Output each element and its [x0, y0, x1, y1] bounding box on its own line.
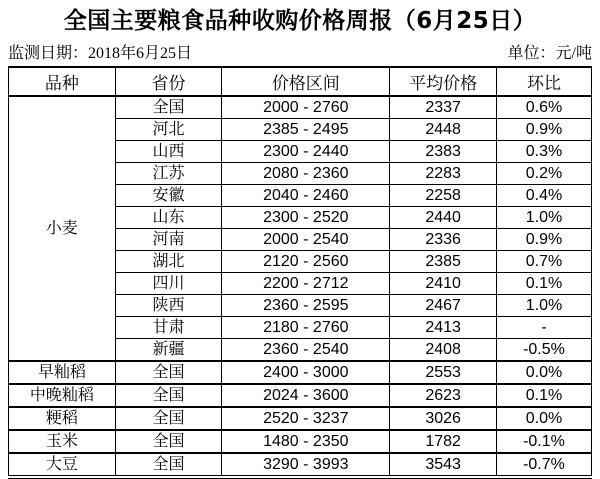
province-cell: 河北 [115, 119, 222, 141]
table-row [9, 384, 592, 407]
avg-price-cell: 2553 [390, 361, 497, 384]
change-cell: 0.0% [496, 407, 591, 430]
change-cell: 1.0% [496, 207, 591, 229]
change-cell: 1.0% [496, 295, 591, 317]
unit-label: 单位：元/吨 [507, 45, 592, 62]
avg-price-cell: 1782 [390, 430, 497, 453]
price-range-cell: 2180 - 2760 [222, 317, 390, 339]
avg-price-cell: 2258 [390, 185, 497, 207]
avg-price-cell: 2413 [390, 317, 497, 339]
province-cell: 陕西 [115, 295, 222, 317]
avg-price-cell: 2410 [390, 273, 497, 295]
change-cell: - [496, 317, 591, 339]
avg-price-cell: 2467 [390, 295, 497, 317]
avg-price-cell: 2283 [390, 163, 497, 185]
province-cell: 全国 [115, 96, 222, 119]
change-cell: 0.9% [496, 229, 591, 251]
col-header-avg-price: 平均价格 [390, 67, 497, 96]
change-cell: 0.3% [496, 141, 591, 163]
price-range-cell: 2300 - 2520 [222, 207, 390, 229]
avg-price-cell: 2336 [390, 229, 497, 251]
province-cell: 江苏 [115, 163, 222, 185]
province-cell: 山西 [115, 141, 222, 163]
province-cell: 全国 [115, 407, 222, 430]
price-range-cell: 2385 - 2495 [222, 119, 390, 141]
meta-row [8, 44, 592, 66]
change-cell: 0.1% [496, 384, 591, 407]
table-row [9, 96, 592, 119]
province-cell: 山东 [115, 207, 222, 229]
price-range-cell: 2080 - 2360 [222, 163, 390, 185]
variety-cell: 大豆 [9, 453, 116, 477]
variety-cell: 粳稻 [9, 407, 116, 430]
change-cell: 0.1% [496, 273, 591, 295]
table-row [9, 361, 592, 384]
report-title: 全国主要粮食品种收购价格周报（6月25日） [63, 8, 537, 34]
price-range-cell: 1480 - 2350 [222, 430, 390, 453]
avg-price-cell: 2385 [390, 251, 497, 273]
province-cell: 河南 [115, 229, 222, 251]
price-range-cell: 2200 - 2712 [222, 273, 390, 295]
price-range-cell: 2360 - 2540 [222, 339, 390, 362]
change-cell: 0.4% [496, 185, 591, 207]
price-range-cell: 2040 - 2460 [222, 185, 390, 207]
price-range-cell: 2024 - 3600 [222, 384, 390, 407]
province-cell: 新疆 [115, 339, 222, 362]
price-range-cell: 2360 - 2595 [222, 295, 390, 317]
price-range-cell: 2400 - 3000 [222, 361, 390, 384]
change-cell: 0.6% [496, 96, 591, 119]
avg-price-cell: 3026 [390, 407, 497, 430]
avg-price-cell: 2623 [390, 384, 497, 407]
province-cell: 全国 [115, 384, 222, 407]
header-row [9, 67, 592, 96]
avg-price-cell: 2337 [390, 96, 497, 119]
avg-price-cell: 2440 [390, 207, 497, 229]
avg-price-cell: 2408 [390, 339, 497, 362]
price-range-cell: 2000 - 2760 [222, 96, 390, 119]
avg-price-cell: 2383 [390, 141, 497, 163]
col-header-province: 省份 [115, 67, 222, 96]
monitor-date-label: 监测日期：2018年6月25日 [8, 45, 193, 62]
change-cell: -0.7% [496, 453, 591, 477]
change-cell: 0.7% [496, 251, 591, 273]
price-range-cell: 2300 - 2440 [222, 141, 390, 163]
change-cell: 0.9% [496, 119, 591, 141]
col-header-variety: 品种 [9, 67, 116, 96]
change-cell: 0.0% [496, 361, 591, 384]
price-range-cell: 2520 - 3237 [222, 407, 390, 430]
province-cell: 全国 [115, 453, 222, 477]
variety-cell: 玉米 [9, 430, 116, 453]
change-cell: 0.2% [496, 163, 591, 185]
province-cell: 全国 [115, 430, 222, 453]
avg-price-cell: 3543 [390, 453, 497, 477]
table-row [9, 453, 592, 477]
col-header-change: 环比 [496, 67, 591, 96]
province-cell: 安徽 [115, 185, 222, 207]
change-cell: -0.1% [496, 430, 591, 453]
province-cell: 四川 [115, 273, 222, 295]
province-cell: 湖北 [115, 251, 222, 273]
price-range-cell: 3290 - 3993 [222, 453, 390, 477]
price-table [8, 66, 592, 479]
table-row [9, 407, 592, 430]
variety-cell: 早籼稻 [9, 361, 116, 384]
variety-cell: 小麦 [9, 96, 116, 361]
province-cell: 甘肃 [115, 317, 222, 339]
avg-price-cell: 2448 [390, 119, 497, 141]
variety-cell: 中晚籼稻 [9, 384, 116, 407]
price-range-cell: 2000 - 2540 [222, 229, 390, 251]
table-row [9, 430, 592, 453]
table-body [9, 96, 592, 477]
province-cell: 全国 [115, 361, 222, 384]
col-header-price-range: 价格区间 [222, 67, 390, 96]
change-cell: -0.5% [496, 339, 591, 362]
price-range-cell: 2120 - 2560 [222, 251, 390, 273]
